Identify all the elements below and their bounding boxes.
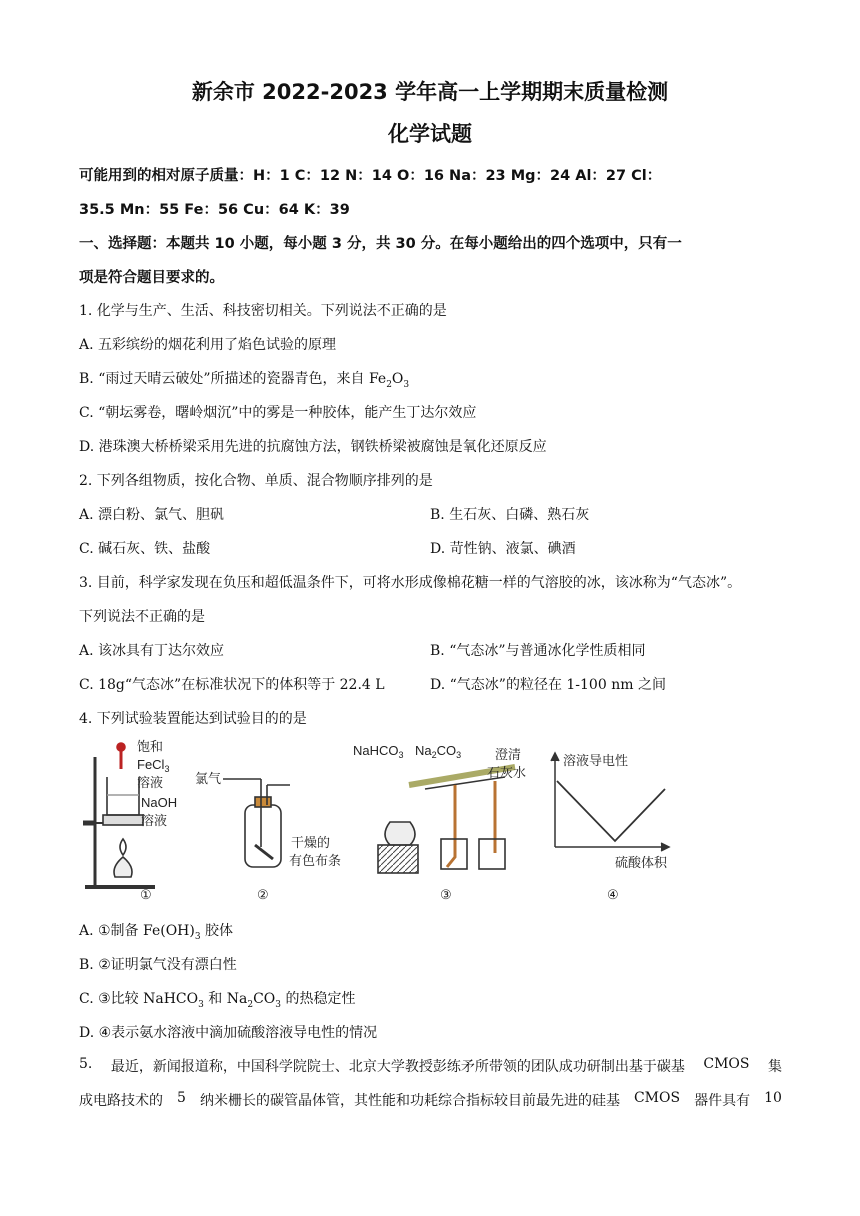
q1-b-mid: O [391, 371, 404, 387]
q3-option-c: C. 18g“气态冰”在标准状况下的体积等于 22.4 L [79, 677, 385, 693]
q5-l2-a: 成电路技术的 [79, 1093, 163, 1109]
q1-b-sub1: 2 [386, 379, 392, 390]
fig1-label-solution: 溶液 [137, 775, 164, 790]
q5-l1-end: 集 [767, 1059, 782, 1075]
fig1-number: ① [140, 887, 152, 902]
fig3-label-clear: 澄清 [495, 747, 522, 762]
section-heading-line-1: 一、选择题：本题共 10 小题，每小题 3 分，共 30 分。在每小题给出的四个选项中，只有一 [79, 236, 682, 252]
q1-b-sub2: 3 [403, 379, 410, 390]
q4-c-mid2: CO [253, 991, 276, 1007]
q4-c-post: 的热稳定性 [281, 991, 356, 1007]
fig3-label-limewater: 石灰水 [487, 765, 527, 780]
q4-c-mid: 和 Na [203, 991, 248, 1007]
q3-option-d: D. “气态冰”的粒径在 1-100 nm 之间 [430, 677, 666, 693]
q2-option-a: A. 漂白粉、氯气、胆矾 [79, 507, 225, 523]
fig4-number: ④ [607, 887, 619, 902]
exam-title: 新余市 2022-2023 学年高一上学期期末质量检测 [191, 80, 669, 104]
fig3-nahco-sub: 3 [398, 750, 404, 760]
q5-l2-cmos: CMOS [633, 1090, 681, 1106]
q4-c-sub1: 3 [198, 999, 204, 1010]
exam-subtitle: 化学试题 [388, 122, 472, 146]
q3-option-a: A. 该冰具有丁达尔效应 [79, 643, 225, 659]
q4-a-text: A. ①制备 Fe(OH) [79, 923, 195, 939]
apparatus-2 [223, 779, 290, 867]
fig2-number: ② [257, 887, 269, 902]
q1-option-c: C. “朝坛雾卷，曙岭烟沉”中的雾是一种胶体，能产生丁达尔效应 [79, 405, 477, 421]
fig3-nahco: NaHCO [353, 743, 399, 758]
fig2-label-cloth: 有色布条 [289, 853, 342, 868]
q5-l2-f: 10 [764, 1090, 782, 1106]
fig1-label-solution2: 溶液 [141, 813, 168, 828]
q5-l2-e: 器件具有 [694, 1093, 751, 1109]
q4-c-sub2: 2 [247, 999, 254, 1010]
q2-option-d: D. 苛性钠、液氯、碘酒 [430, 541, 576, 557]
q4-option-b: B. ②证明氯气没有漂白性 [79, 957, 237, 973]
fig4-y-label: 溶液导电性 [563, 753, 629, 768]
fig3-number: ③ [440, 887, 452, 902]
fig3-na-sub: 2 [431, 750, 437, 760]
q5-l2-b: 5 [177, 1090, 186, 1106]
experiment-figure [75, 727, 675, 907]
q4-option-a [79, 920, 233, 942]
fig3-label-nahco3 [353, 743, 404, 760]
fig2-label-dry: 干燥的 [291, 835, 331, 850]
atomic-mass-line-2: 35.5 Mn：55 Fe：56 Cu：64 K：39 [79, 202, 350, 218]
q2-option-b: B. 生石灰、白磷、熟石灰 [430, 507, 590, 523]
q2-stem: 2. 下列各组物质，按化合物、单质、混合物顺序排列的是 [79, 473, 433, 489]
section-heading-line-2: 项是符合题目要求的。 [79, 270, 224, 286]
q4-option-d: D. ④表示氨水溶液中滴加硫酸溶液导电性的情况 [79, 1025, 378, 1041]
q5-l1-num: 5. [79, 1056, 93, 1072]
q1-option-a: A. 五彩缤纷的烟花利用了焰色试验的原理 [79, 337, 337, 353]
q1-option-b [79, 368, 409, 390]
q4-c-pre: C. ③比较 NaHCO [79, 991, 199, 1007]
fig1-label-naoh: NaOH [141, 795, 178, 810]
q5-l2-c: 纳米栅长的碳管晶体管，其性能和功耗综合指标较目前最先进的硅基 [199, 1093, 620, 1109]
q5-l1-text: 最近，新闻报道称，中国科学院院士、北京大学教授彭练矛所带领的团队成功研制出基于碳基 [110, 1059, 685, 1075]
atomic-mass-line-1: 可能用到的相对原子质量：H：1 C：12 N：14 O：16 Na：23 Mg：24 Al：27 Cl： [79, 168, 662, 184]
q3-stem-1: 3. 目前，科学家发现在负压和超低温条件下，可将水形成像棉花糖一样的气溶胶的冰，该冰称为“气态冰”。 [79, 575, 742, 591]
q1-b-text: B. “雨过天晴云破处”所描述的瓷器青色，来自 Fe [79, 371, 387, 387]
fig1-label-fecl3 [137, 757, 169, 774]
q5-l1-cmos: CMOS [703, 1056, 750, 1072]
fig1-label-saturated: 饱和 [137, 739, 164, 754]
q3-stem-2: 下列说法不正确的是 [79, 609, 205, 625]
q4-c-sub3: 3 [275, 999, 282, 1010]
fig4-x-label: 硫酸体积 [615, 855, 668, 870]
q5-line-1 [79, 1056, 782, 1076]
fig3-co: CO [436, 743, 457, 758]
q4-a-post: 胶体 [200, 923, 234, 939]
q1-stem: 1. 化学与生产、生活、科技密切相关。下列说法不正确的是 [79, 303, 447, 319]
q4-stem: 4. 下列试验装置能达到试验目的的是 [79, 711, 307, 727]
q2-option-c: C. 碱石灰、铁、盐酸 [79, 541, 211, 557]
apparatus-3 [378, 767, 515, 873]
q4-a-sub: 3 [194, 931, 201, 942]
fig1-fecl-sub: 3 [164, 764, 170, 774]
fig1-fecl: FeCl [137, 757, 165, 772]
fig3-na: Na [415, 743, 432, 758]
q1-option-d: D. 港珠澳大桥桥梁采用先进的抗腐蚀方法，钢铁桥梁被腐蚀是氧化还原反应 [79, 439, 547, 455]
fig2-label-chlorine: 氯气 [195, 771, 222, 786]
fig3-co-sub: 3 [456, 750, 462, 760]
q5-line-2 [79, 1090, 782, 1110]
fig3-label-na2co3 [415, 743, 461, 760]
q4-option-c [79, 988, 355, 1010]
q3-option-b: B. “气态冰”与普通冰化学性质相同 [430, 643, 646, 659]
